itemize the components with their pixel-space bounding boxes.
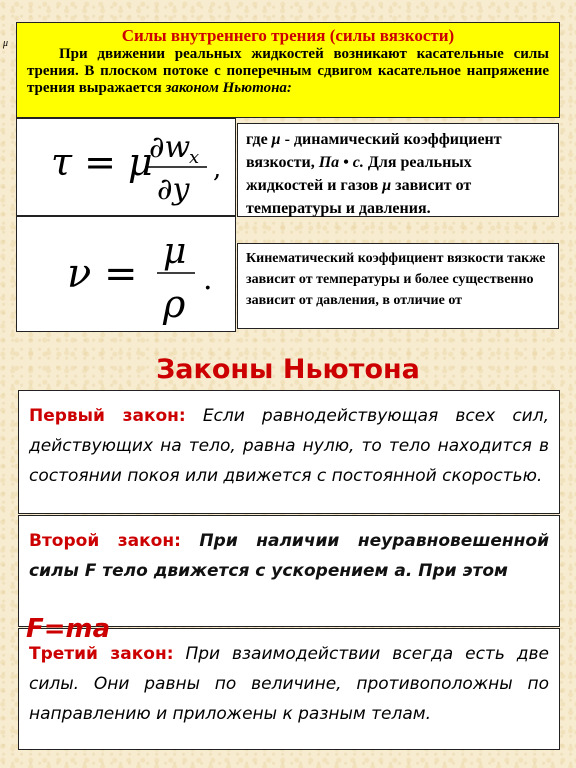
formula2-denominator: ρ	[163, 282, 186, 326]
viscosity-title: Силы внутреннего трения (силы вязкости)	[121, 26, 455, 45]
third-law-text: При взаимодействии всегда есть две силы. Они равны по величине, противоположны по направлению и приложены к разным телам.	[29, 644, 549, 724]
dynamic-viscosity-description	[237, 123, 559, 217]
first-law-text: Если равнодействующая всех сил, действующих на тело, равна нулю, то тело находится в состоянии покоя или движется с постоянной скоростью.	[29, 406, 549, 486]
desc1-mu2: μ	[382, 177, 392, 194]
formula1-lhs: τ = μ	[51, 140, 153, 184]
formula1-numerator: ∂w	[149, 130, 191, 165]
third-law-label: Третий закон:	[29, 644, 174, 664]
shear-stress-formula	[17, 119, 235, 215]
second-law-text: При наличии неуравновешенной силы F тело движется с ускорением а. При этом	[29, 531, 549, 581]
second-law-label: Второй закон:	[29, 531, 181, 551]
formula2-numerator: μ	[163, 231, 187, 272]
first-law-label: Первый закон:	[29, 406, 186, 426]
desc1-part4: зависит от температуры и давления.	[246, 177, 472, 217]
viscosity-definition-box	[16, 22, 560, 118]
newton-law-emphasis: законом Ньютона:	[165, 80, 292, 96]
second-law-formula: F=ma	[26, 614, 111, 644]
kinematic-viscosity-formula-box	[16, 216, 236, 332]
first-law-box	[18, 390, 560, 514]
desc1-unit: Па • с.	[318, 154, 364, 171]
kinematic-viscosity-formula	[17, 217, 235, 331]
formula1-comma: ,	[213, 154, 222, 184]
third-law-box	[18, 628, 560, 750]
desc1-part3: Для реальных жидкостей и газов	[246, 154, 472, 194]
desc1-part1: где	[246, 131, 268, 148]
kinematic-viscosity-description: Кинематический коэффициент вязкости также зависит от температуры и более существенно зависит от давления, в отличие от	[237, 243, 559, 329]
formula1-denominator: ∂y	[157, 172, 190, 207]
mu-symbol-mark: μ	[3, 38, 9, 49]
viscosity-body	[27, 46, 549, 97]
viscosity-body-text: При движении реальных жидкостей возникают касательные силы трения. В плоском потоке с поперечным сдвигом касательное напряжение трения выражается	[27, 46, 549, 96]
desc1-part2: - динамический коэффициент вязкости,	[246, 131, 502, 171]
second-law-box	[18, 515, 560, 627]
desc1-mu: μ	[271, 131, 281, 148]
formula2-period: .	[203, 262, 213, 297]
shear-stress-formula-box	[16, 118, 236, 216]
formula2-lhs: ν =	[67, 251, 138, 297]
section-title: Законы Ньютона	[156, 354, 420, 385]
formula1-subscript: x	[189, 147, 200, 168]
